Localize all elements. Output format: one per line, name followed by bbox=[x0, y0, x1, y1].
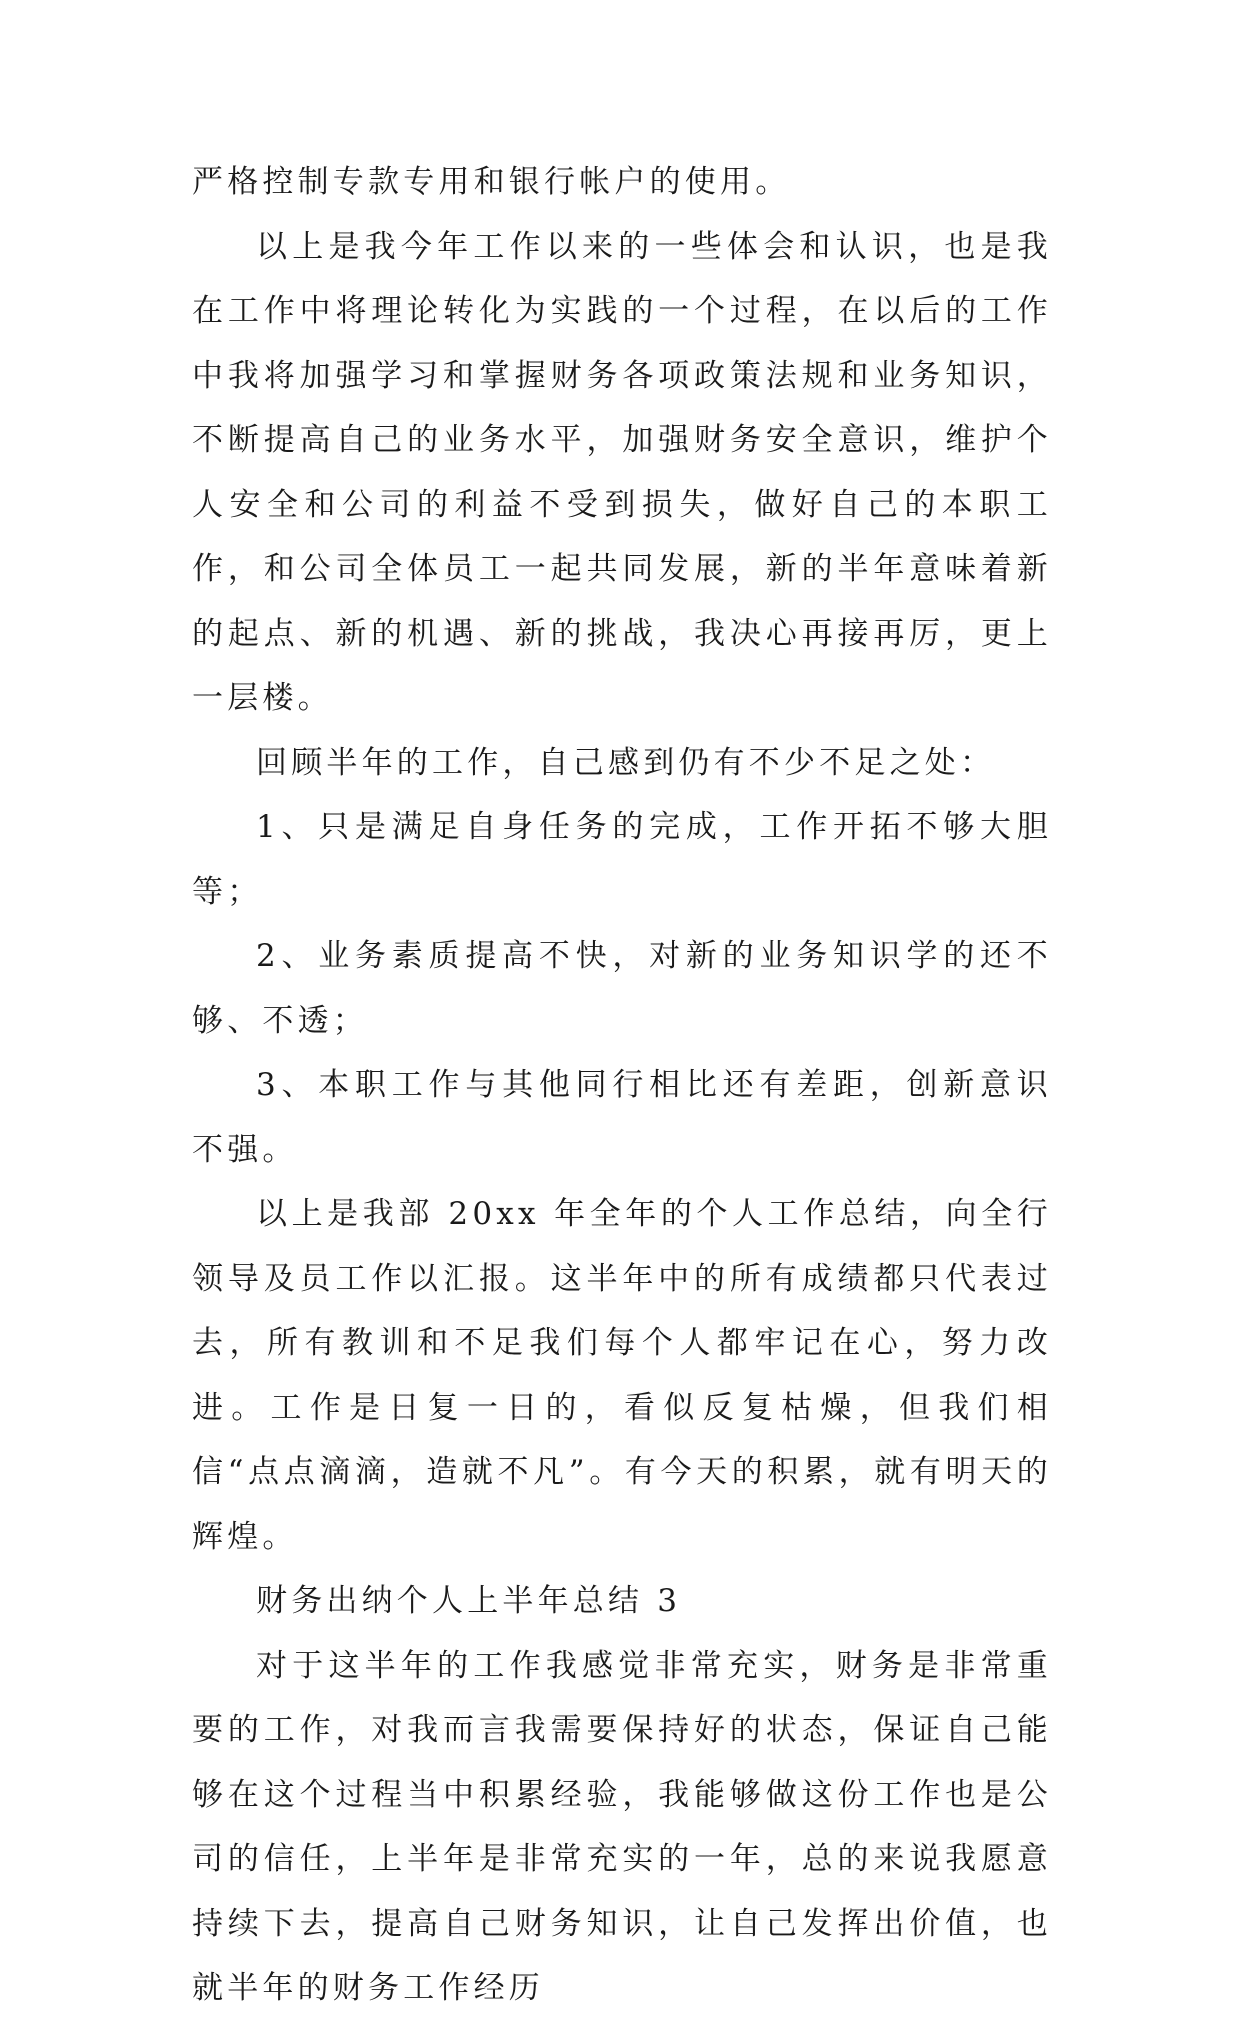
paragraph-2: 以上是我今年工作以来的一些体会和认识，也是我在工作中将理论转化为实践的一个过程，在以后的工作中我将加强学习和掌握财务各项政策法规和业务知识，不断提高自己的业务水平，加强财务安全意识，维护个人安全和公司的利益不受到损失，做好自己的本职工作，和公司全体员工一起共同发展，新的半年意味着新的起点、新的机遇、新的挑战，我决心再接再厉，更上一层楼。 bbox=[192, 228, 1052, 716]
list-item-2: 2、业务素质提高不快，对新的业务知识学的还不够、不透； bbox=[192, 938, 1052, 1039]
paragraph-1: 严格控制专款专用和银行帐户的使用。 bbox=[192, 164, 791, 200]
paragraph-3: 回顾半年的工作，自己感到仍有不少不足之处： bbox=[256, 744, 996, 781]
paragraph-5: 对于这半年的工作我感觉非常充实，财务是非常重要的工作，对我而言我需要保持好的状态，保证自己能够在这个过程当中积累经验，我能够做这份工作也是公司的信任，上半年是非常充实的一年，总的来说我愿意持续下去，提高自己财务知识，让自己发挥出价值，也就半年的财务工作经历 bbox=[192, 1647, 1052, 2006]
list-item-3: 3、本职工作与其他同行相比还有差距，创新意识不强。 bbox=[192, 1067, 1052, 1168]
document-body bbox=[192, 150, 1052, 2021]
section-heading: 财务出纳个人上半年总结 3 bbox=[256, 1583, 682, 1619]
list-item-1: 1、只是满足自身任务的完成，工作开拓不够大胆等； bbox=[192, 809, 1052, 910]
paragraph-4: 以上是我部 20xx 年全年的个人工作总结，向全行领导及员工作以汇报。这半年中的所有成绩都只代表过去，所有教训和不足我们每个人都牢记在心，努力改进。工作是日复一日的，看似反复枯燥，但我们相信“点点滴滴，造就不凡”。有今天的积累，就有明天的辉煌。 bbox=[192, 1196, 1052, 1555]
